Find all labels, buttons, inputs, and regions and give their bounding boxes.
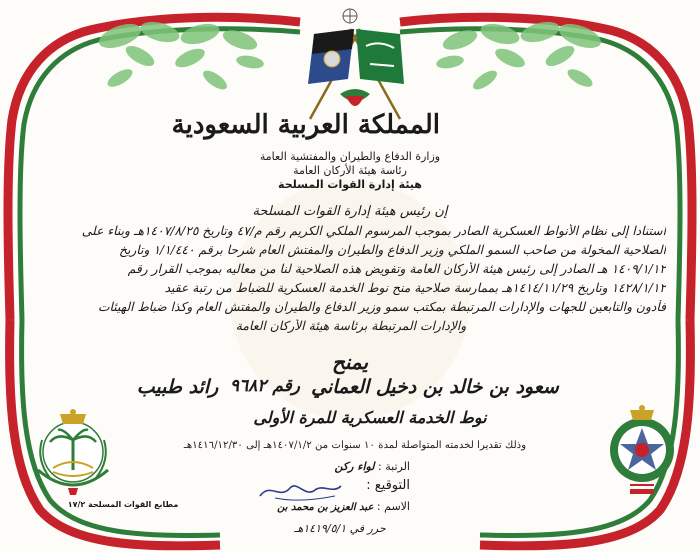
body-line: فأدون والتابعين للجهات والإدارات المرتبطة بمكتب سمو وزير الدفاع والطيران والمفتش العام وكذا ضباط الهيئات (97, 300, 666, 314)
recipient-number (229, 376, 300, 396)
issue-date: حرر في ١٤١٩/٥/١هـ (294, 522, 386, 535)
body-line: ١٤٠٩/١/١٢ هـ الصادر إلى رئيس هيئة الأركان العامة وتفويض هذه الصلاحية لنا من معاليه بموجب القرار رقم (127, 262, 666, 276)
presidency-title: رئاسة هيئة الأركان العامة (293, 164, 407, 177)
name-row (235, 500, 410, 513)
body-line: ١٤٢٨/١/١٢ وتاريخ ١٤١٤/١١/٢٩هـ بممارسة صلاحية منح نوط الخدمة العسكرية للضباط من رتبة عقيد (164, 281, 666, 295)
signature-label: التوقيع : (366, 478, 410, 493)
rank-value: لواء ركن (334, 460, 375, 473)
kingdom-logotype: المملكة العربية السعودية (171, 110, 440, 140)
printer-note: مطابع القوات المسلحة ١٧/٢ (67, 500, 179, 509)
crossed-flags-emblem (290, 24, 420, 124)
rank-row (235, 460, 410, 473)
name-label: الاسم : (376, 500, 410, 513)
rank-label: الرتبة : (378, 460, 410, 473)
body-line: استنادا إلى نظام الأنواط العسكرية الصادر بموجب المرسوم الملكي الكريم رقم م/٤٧ وتاريخ ١٤٠٧/٨/٢٥هـ وبناء على (81, 224, 666, 238)
recipient-name: سعود بن خالد بن دخيل العماني (311, 376, 559, 398)
armed-forces-seal (600, 400, 685, 500)
body-line: والإدارات المرتبطة برئاسة هيئة الأركان العامة (235, 319, 467, 333)
service-line: وذلك تقديرا لخدمته المتواصلة لمدة ١٠ سنوات من ١٤٠٧/١/٢هـ إلى ١٤١٦/١٢/٣٠هـ (183, 440, 527, 451)
recipient-number-label: رقم (272, 376, 300, 396)
ministry-title: وزارة الدفاع والطيران والمفتشية العامة (259, 150, 441, 163)
administration-title: هيئة إدارة القوات المسلحة (278, 178, 422, 191)
recipient-rank: رائد طبيب (136, 376, 219, 398)
body-line: الصلاحية المخولة من صاحب السمو الملكي وزير الدفاع والطيران والمفتش العام شرحا برقم ١/١/٤٤٠ وتاريخ (119, 243, 666, 257)
body-paragraph (36, 224, 666, 338)
palm-swords-emblem (28, 400, 118, 495)
medal-name: نوط الخدمة العسكرية للمرة الأولى (253, 408, 487, 427)
grant-word: يمنح (331, 350, 369, 374)
intro-line: إن رئيس هيئة إدارة القوات المسلحة (252, 204, 448, 219)
recipient-number-value: ٩٦٨٢ (229, 376, 267, 396)
name-value: عبد العزيز بن محمد بن (277, 502, 374, 513)
